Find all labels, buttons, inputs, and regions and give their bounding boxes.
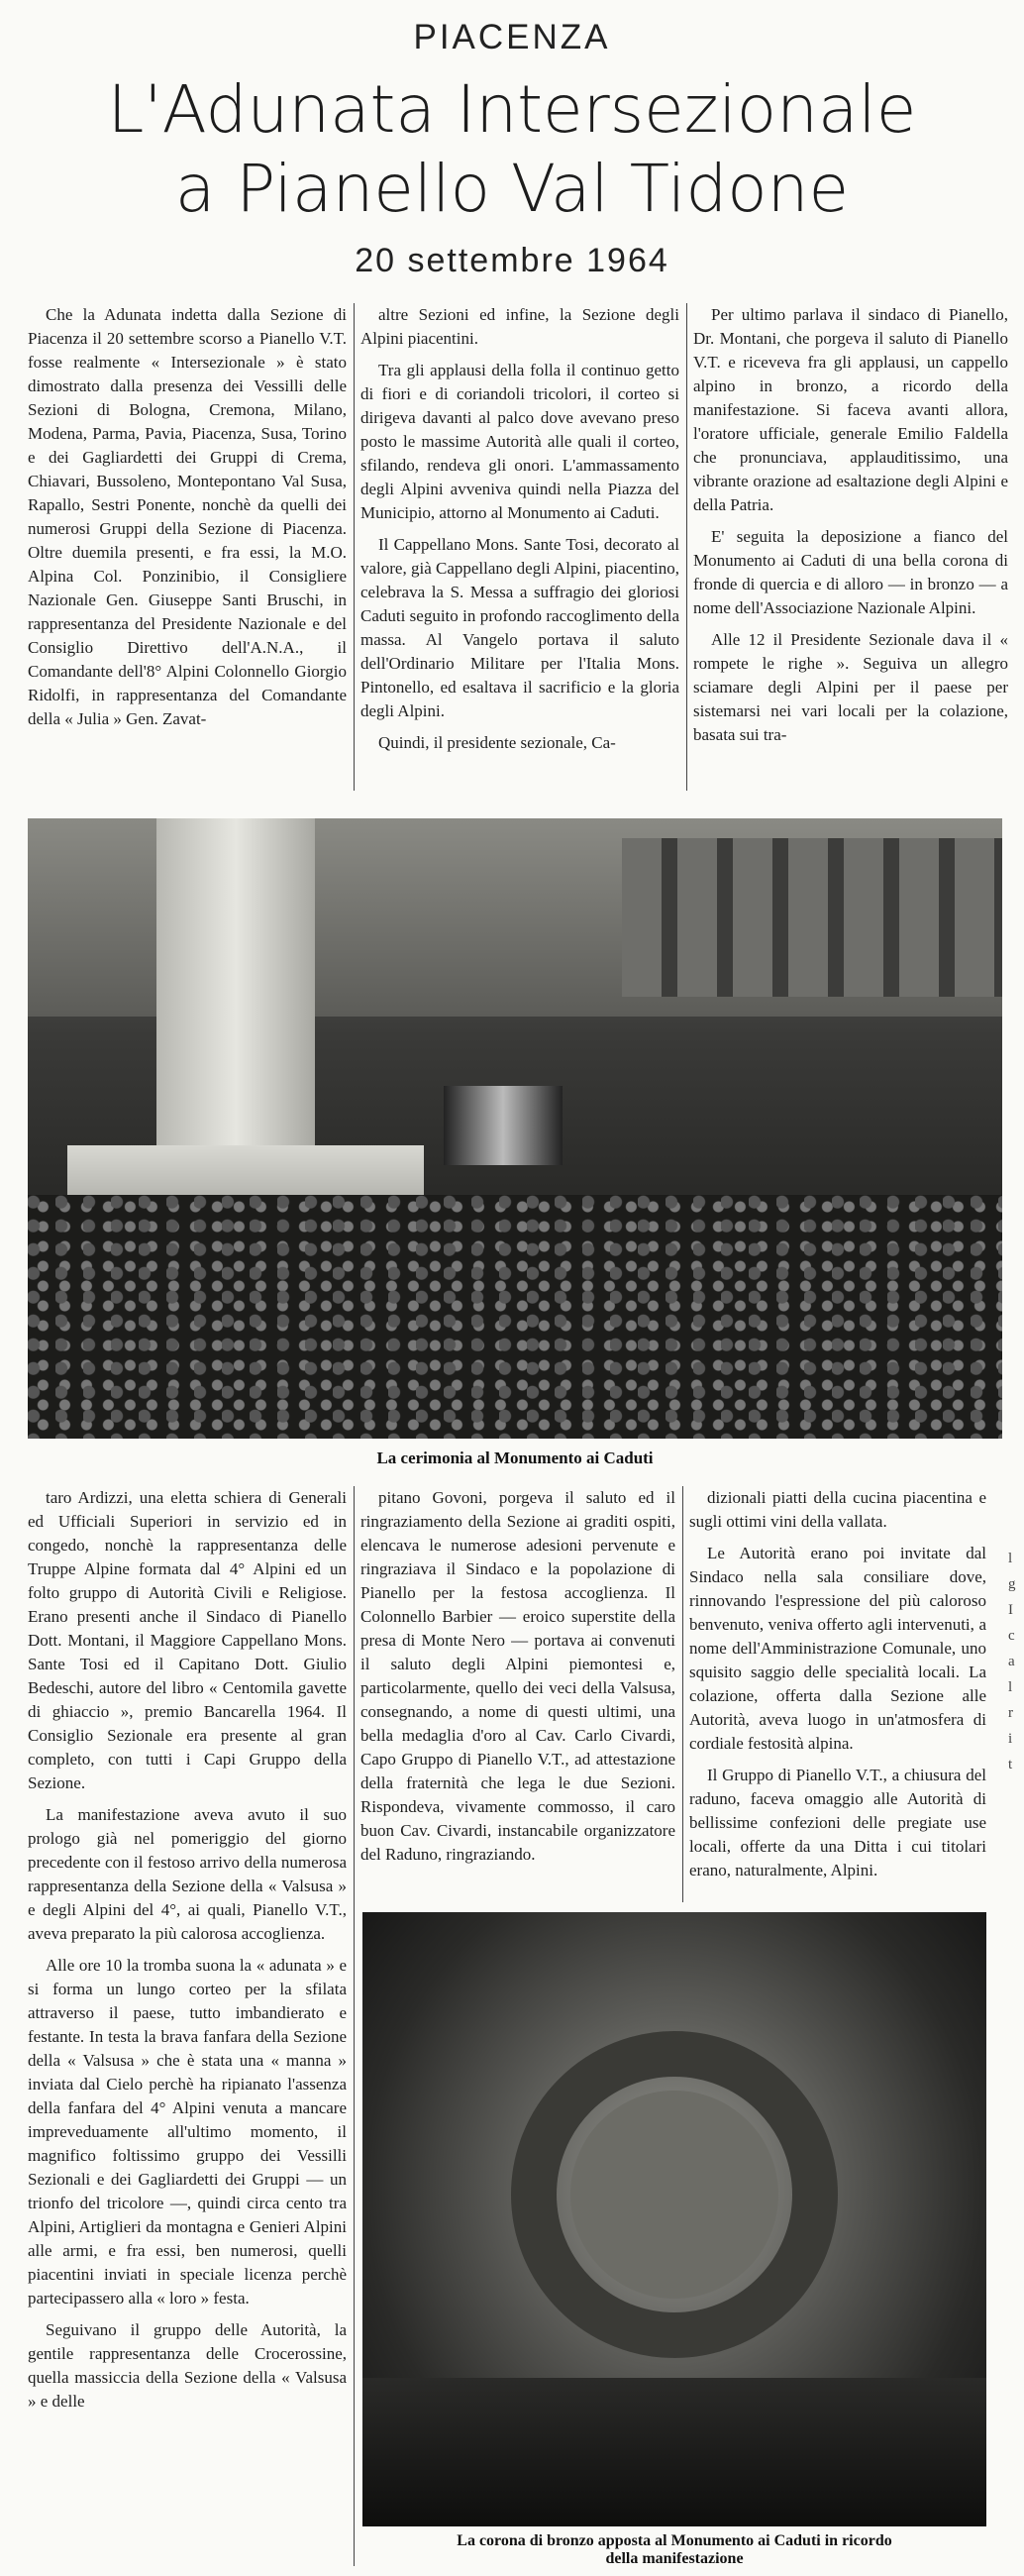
paragraph: pitano Govoni, porgeva il saluto ed il ringraziamento della Sezione ai graditi ospiti, elencava le numerose adesioni pervenute e ringraziava il Sindaco e la popolazione di Pianello per la festosa accoglienza. Il Colonnello Barbier — eroico superstite della presa di Monte Nero — portava ai convenuti il saluto degli Alpini piemontesi e, particolarmente, quello dei veci della Valsusa, consegnando, a nome di questi ultimi, una bella medaglia d'oro al Cav. Carlo Civardi, Capo Gruppo di Pianello V.T., ad attestazione della fraternità che lega le due Sezioni. Rispondeva, vivamente commosso, il caro buon Cav. Civardi, instancabile organizzatore del Raduno, ringraziando. — [360, 1488, 675, 1864]
edge-char: c — [1008, 1628, 1015, 1644]
article-column-3 — [693, 303, 1008, 799]
paragraph: Il Cappellano Mons. Sante Tosi, decorato al valore, già Cappellano degli Alpini, piacentino, celebrava la S. Messa a suffragio dei gloriosi Caduti seguito in profondo raccoglimento della massa. Al Vangelo portava il saluto dell'Ordinario Militare per l'Italia Mons. Pintonello, ed esaltava il sacrificio e la gloria degli Alpini. — [360, 535, 679, 720]
article-column-6 — [689, 1486, 986, 1912]
column-divider — [354, 303, 355, 791]
paragraph: Che la Adunata indetta dalla Sezione di Piacenza il 20 settembre scorso a Pianello V.T. fosse realmente « Intersezionale » è stato dimostrato dalla presenza dei Vessilli delle Sezioni di Bologna, Cremona, Milano, Modena, Parma, Pavia, Piacenza, Susa, Torino e dei Gagliardetti dei Gruppi di Crema, Chiavari, Bussoleno, Montepontano Val Susa, Rapallo, Sestri Ponente, nonchè da quelli dei numerosi Gruppi della Sezione di Piacenza. Oltre duemila presenti, e fra essi, la M.O. Alpina Col. Ponzinibio, il Consigliere Nazionale Gen. Giuseppe Santi Bruschi, in rappresentanza del Presidente Nazionale e del Consiglio Direttivo dell'A.N.A., il Comandante dell'8° Alpini Colonnello Giorgio Ridolfi, in rappresentanza del Comandante della « Julia » Gen. Zavat- — [28, 305, 347, 728]
edge-char: l — [1008, 1679, 1013, 1695]
edge-char: i — [1008, 1731, 1013, 1747]
paragraph: Quindi, il presidente sezionale, Ca- — [378, 733, 616, 752]
paragraph: E' seguita la deposizione a fianco del Monumento ai Caduti di una bella corona di fronde di quercia e di alloro — in bronzo — a nome dell'Associazione Nazionale Alpini. — [693, 527, 1008, 617]
edge-char: l — [1008, 1551, 1013, 1566]
paragraph: Il Gruppo di Pianello V.T., a chiusura del raduno, faceva omaggio alle Autorità di bellissime confezioni delle pregiate use locali, offerte da una Ditta i cui titolari erano, naturalmente, Alpini. — [689, 1766, 986, 1879]
section-heading: PIACENZA — [413, 18, 611, 56]
paragraph: altre Sezioni ed infine, la Sezione degli Alpini piacentini. — [360, 305, 679, 348]
paragraph: La manifestazione aveva avuto il suo prologo già nel pomeriggio del giorno precedente con il festoso arrivo della numerosa rappresentanza della Sezione della « Valsusa » e degli Alpini del 4°, ai quali, Pianello V.T., aveva preparato la più calorosa accoglienza. — [28, 1805, 347, 1943]
paragraph: Alle ore 10 la tromba suona la « adunata » e si forma un lungo corteo per la sfilata attraverso il paese, tutto imbandierato e festante. In testa la brava fanfara della Sezione della « Valsusa » che è stata una « manna » inviata dal Cielo perchè ha ripianato l'assenza della fanfara del 4° Alpini venuta a mancare impreveduamente all'ultimo momento, il magnifico foltissimo gruppo dei Vessilli Sezionali e dei Gagliardetti dei Gruppi — un trionfo del tricolore —, quindi circa cento tra Alpini, Artiglieri da montagna e Genieri Alpini alle armi, e fra essi, ben numerosi, quelli piacentini inviati in speciale licenza perchè partecipassero alla « loro » festa. — [28, 1956, 347, 2308]
paragraph: taro Ardizzi, una eletta schiera di Generali ed Ufficiali Superiori in servizio ed in congedo, nonchè la rappresentanza delle Truppe Alpine formata dal 4° Alpini ed un folto gruppo di Autorità Civili e Religiose. Erano presenti anche il Sindaco di Pianello Dott. Montani, il Maggiore Cappellano Mons. Sante Tosi ed il Capitano Dott. Giulio Bedeschi, autore del libro « Centomila gavette di ghiaccio », premio Bancarella 1964. Il Consiglio Sezionale era presente al gran completo, con tutti i Capi Gruppo della Sezione. — [28, 1488, 347, 1792]
paragraph: Tra gli applausi della folla il continuo getto di fiori e di coriandoli tricolori, il corteo si dirigeva davanti al palco dove avevano preso posto le massime Autorità alle quali il corteo, sfilando, rendeva gli onori. L'ammassamento degli Alpini avveniva quindi nella Piazza del Municipio, attorno al Monumento ai Caduti. — [360, 361, 679, 522]
edge-char: r — [1008, 1705, 1013, 1721]
article-column-2 — [360, 303, 679, 799]
photo-caption: La cerimonia al Monumento ai Caduti — [376, 1449, 654, 1467]
article-column-4 — [28, 1486, 347, 2572]
paragraph: dizionali piatti della cucina piacentina e sugli ottimi vini della vallata. — [689, 1488, 986, 1531]
headline-line-2: a Pianello Val Tidone — [174, 151, 850, 227]
article-column-5 — [360, 1486, 675, 1912]
edge-char: t — [1008, 1757, 1013, 1772]
edge-char: g — [1008, 1576, 1016, 1592]
ceremony-photo — [28, 818, 1002, 1439]
column-divider — [686, 303, 687, 791]
article-date: 20 settembre 1964 — [355, 242, 669, 279]
photo-caption — [362, 2532, 986, 2568]
paragraph: Per ultimo parlava il sindaco di Pianello, Dr. Montani, che porgeva il saluto di Pianello V.T. e riceveva fra gli applausi, un cappello alpino in bronzo, a ricordo della manifestazione. Si faceva avanti allora, l'oratore ufficiale, generale Emilio Faldella che pronunciava, applauditissimo, una vibrante orazione ad esaltazione degli Alpini e della Patria. — [693, 305, 1008, 514]
edge-char: I — [1008, 1602, 1013, 1618]
cropped-column-edge — [1008, 1546, 1022, 1777]
paragraph: Le Autorità erano poi invitate dal Sindaco nella sala consiliare dove, rinnovando l'espressione del più caloroso benvenuto, veniva offerto agli intervenuti, a nome dell'Amministrazione Comunale, uno squisito saggio delle specialità locali. La colazione, offerta dalla Sezione alle Autorità, aveva luogo in un'atmosfera di cordiale festosità alpina. — [689, 1544, 986, 1753]
edge-char: a — [1008, 1654, 1015, 1669]
paragraph: Seguivano il gruppo delle Autorità, la gentile rappresentanza delle Crocerossine, quella massiccia della Sezione della « Valsusa » e delle — [28, 2320, 347, 2411]
column-divider — [354, 1486, 355, 2566]
column-divider — [682, 1486, 683, 1902]
article-column-1 — [28, 303, 347, 799]
paragraph: Alle 12 il Presidente Sezionale dava il « rompete le righe ». Seguiva un allegro sciamare degli Alpini per il paese per sistemarsi nei vari locali per la colazione, basata sui tra- — [693, 630, 1008, 744]
caption-line: della manifestazione — [605, 2550, 744, 2567]
headline-line-1: L'Adunata Intersezionale — [107, 71, 917, 148]
caption-line: La corona di bronzo apposta al Monumento ai Caduti in ricordo — [457, 2532, 892, 2549]
wreath-photo — [362, 1912, 986, 2526]
